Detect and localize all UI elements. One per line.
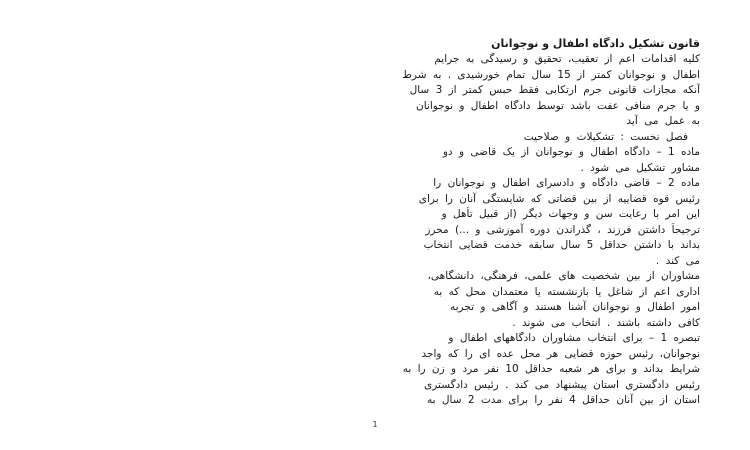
text-line: ماده 1 – دادگاه اطفال و نوجوانان از یک قاضی و دو bbox=[442, 146, 700, 158]
text-line: بداند با داشتن حداقل 5 سال سابقه خدمت قضایی انتخاب bbox=[423, 239, 700, 251]
text-line: کلیه اقدامات اعم از تعقیب، تحقیق و رسیدگی به جرایم bbox=[434, 53, 700, 65]
text-line: اداری اعم از شاغل یا بازنشسته یا معتمدان محل که به bbox=[433, 285, 700, 298]
text-line: تبصره 1 – برای انتخاب مشاوران دادگاههای اطفال و bbox=[448, 332, 700, 344]
text-line: شرایط بداند و برای هر شعبه حداقل 10 نفر مرد و زن را به bbox=[402, 363, 700, 375]
document-body bbox=[140, 36, 700, 409]
text-line: به عمل می آید bbox=[626, 115, 700, 127]
text-line: این امر با رعایت سن و وجهات دیگر (از قبیل تأهل و bbox=[441, 208, 700, 220]
text-line: اطفال و نوجوانان کمتر از 15 سال تمام خورشیدی . به شرط bbox=[402, 68, 700, 81]
text-line: مشاوران از بین شخصیت های علمی، فرهنگی، دانشگاهی، bbox=[427, 270, 700, 282]
text-line: می کند . bbox=[655, 254, 700, 267]
text-line: رئیس دادگستری استان پیشنهاد می کند . رئیس دادگستری bbox=[424, 378, 700, 391]
text-line: نوجوانان، رئیس حوزه قضایی هر محل عده ای را که واجد bbox=[421, 347, 700, 360]
text-line: ترجیحاً داشتن فرزند ، گذراندن دوره آموزشی و ...) محرز bbox=[425, 223, 700, 236]
text-line: آنکه مجازات قانونی جرم ارتکابی فقط حبس کمتر از 3 سال bbox=[409, 84, 700, 96]
text-line: ماده 2 – قاضی دادگاه و دادسرای اطفال و نوجوانان را bbox=[433, 177, 700, 189]
text-line: کافی داشته باشند . انتخاب می شوند . bbox=[512, 316, 700, 329]
section-heading: فصل نخست : تشکیلات و صلاحیت bbox=[523, 130, 688, 143]
document-title: قانون تشکیل دادگاه اطفال و نوجوانان bbox=[491, 37, 700, 50]
text-line: رئیس قوه قضاییه از بین قضاتی که شایستگی آنان را برای bbox=[418, 192, 700, 205]
text-line: و یا جرم منافی عفت باشد توسط دادگاه اطفال و نوجوانان bbox=[415, 99, 700, 112]
page-number: 1 bbox=[372, 420, 378, 429]
text-line: استان از بین آنان حداقل 4 نفر را برای مدت 2 سال به bbox=[426, 394, 700, 406]
text-line: مشاور تشکیل می شود . bbox=[580, 161, 700, 174]
text-line: امور اطفال و نوجوانان آشنا هستند و آگاهی و تجربه bbox=[450, 301, 700, 313]
